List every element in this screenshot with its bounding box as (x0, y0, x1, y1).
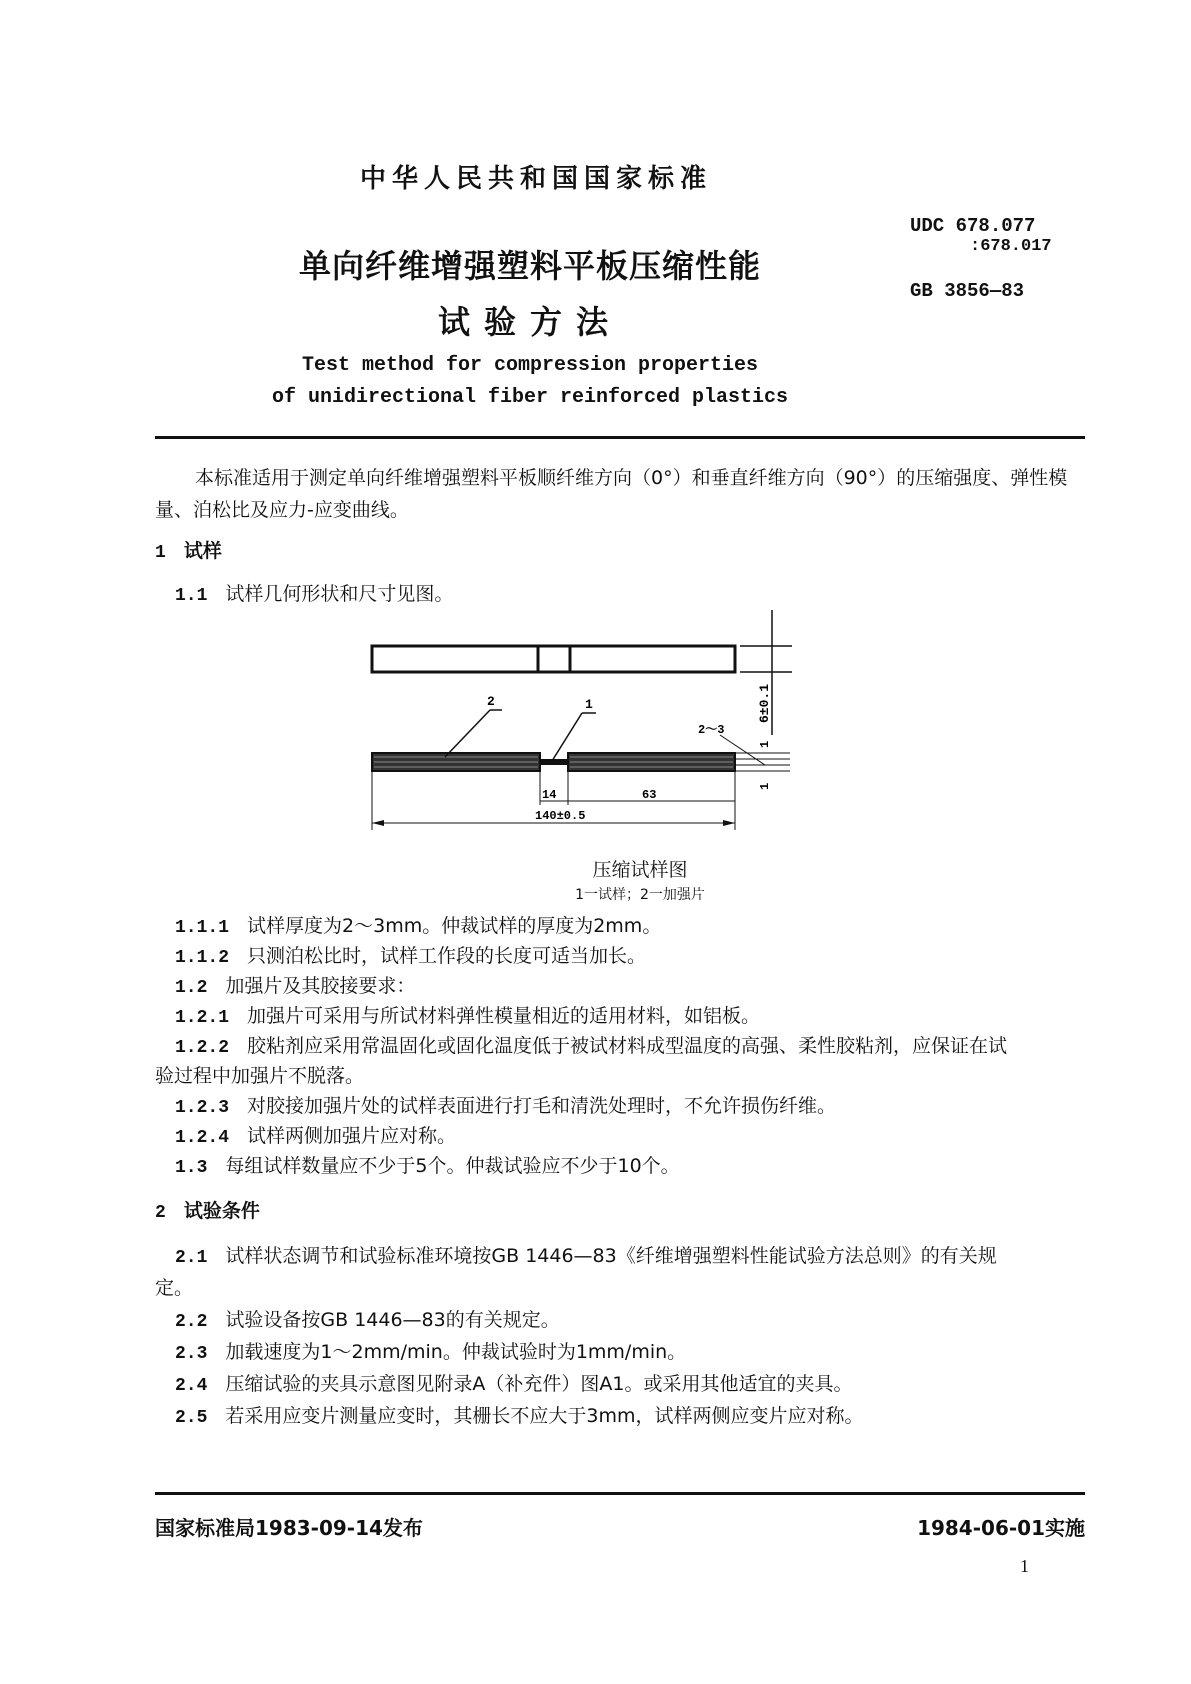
clause-num: 2.1 (175, 1248, 208, 1268)
national-standard-heading: 中华人民共和国国家标准 (360, 164, 713, 194)
clause-text: 对胶接加强片处的试样表面进行打毛和清洗处理时，不允许损伤纤维。 (247, 1095, 837, 1117)
dim-1-top: 1 (758, 740, 772, 748)
clause-num: 1.1.1 (175, 918, 230, 938)
clause-1-2-2 (155, 1030, 1085, 1064)
figure-caption: 压缩试样图 (592, 859, 688, 881)
clause-1-2-2-cont: 验过程中加强片不脱落。 (155, 1065, 365, 1087)
clause-text: 若采用应变片测量应变时，其栅长不应大于3mm，试样两侧应变片应对称。 (225, 1405, 864, 1427)
dim-thickness-label: 2～3 (698, 723, 725, 737)
clause-text: 压缩试验的夹具示意图见附录A（补充件）图A1。或采用其他适宜的夹具。 (225, 1373, 853, 1395)
clause-num: 1.2.2 (175, 1038, 230, 1058)
title-zh (250, 238, 810, 350)
header-rule (155, 436, 1085, 439)
clause-num: 1.2.4 (175, 1128, 230, 1148)
clause-1-1-1 (155, 910, 1085, 944)
clause-text: 加载速度为1～2mm/min。仲裁试验时为1mm/min。 (225, 1341, 687, 1363)
dim-14: 14 (542, 788, 557, 802)
clause-1-3 (155, 1150, 1085, 1184)
clause-2-5 (155, 1400, 1085, 1434)
clause-2-1-cont: 定。 (155, 1277, 194, 1299)
udc-line (910, 215, 1052, 237)
footer-rule (155, 1492, 1085, 1495)
dim-height-label: 6±0.1 (757, 683, 772, 723)
specimen-top-view (372, 646, 735, 672)
clause-1-2 (155, 970, 1085, 1004)
specimen-figure (360, 605, 830, 855)
section-1-heading (155, 535, 1085, 569)
specimen-gauge-section (540, 759, 568, 765)
clause-num: 1.2 (175, 978, 208, 998)
clause-text: 加强片及其胶接要求： (225, 975, 416, 997)
clause-num: 1.2.1 (175, 1008, 230, 1028)
figure-legend: 1一试样；2一加强片 (575, 887, 705, 903)
clause-num: 2.4 (175, 1376, 208, 1396)
intro-paragraph: 本标准适用于测定单向纤维增强塑料平板顺纤维方向（0°）和垂直纤维方向（90°）的压缩强度、弹性模量、泊松比及应力-应变曲线。 (155, 467, 1068, 521)
dim-63: 63 (642, 788, 657, 802)
clause-2-3 (155, 1336, 1085, 1370)
clause-num: 2.3 (175, 1344, 208, 1364)
clause-2-1 (155, 1240, 1085, 1274)
title-en (250, 350, 810, 414)
clause-num: 2.2 (175, 1312, 208, 1332)
clause-num: 2.5 (175, 1408, 208, 1428)
clause-num: 1.2.3 (175, 1098, 230, 1118)
title-en-line-2: of unidirectional fiber reinforced plastics (271, 386, 789, 409)
clause-2-2 (155, 1304, 1085, 1338)
udc-code-2: :678.017 (970, 237, 1052, 256)
title-en-line-1: Test method for compression properties (301, 354, 759, 377)
clause-text: 试样厚度为2～3mm。仲裁试样的厚度为2mm。 (247, 915, 662, 937)
clause-text: 试样状态调节和试验标准环境按GB 1446—83《纤维增强塑料性能试验方法总则》的有关规 (225, 1245, 997, 1267)
gb-number: GB 3856—83 (910, 280, 1025, 302)
section-2-title: 试验条件 (183, 1200, 260, 1222)
callout-2: 2 (487, 694, 495, 709)
clause-1-2-1 (155, 1000, 1085, 1034)
effective-date: 1984-06-01实施 (917, 1516, 1085, 1540)
udc-code-1: 678.077 (955, 215, 1036, 237)
dim-140: 140±0.5 (535, 809, 586, 823)
clause-text: 加强片可采用与所试材料弹性模量相近的适用材料，如铝板。 (247, 1005, 761, 1027)
callout-1: 1 (585, 697, 593, 712)
title-zh-line-2: 试验方法 (437, 303, 622, 341)
clause-text: 胶粘剂应采用常温固化或固化温度低于被试材料成型温度的高强、柔性胶粘剂，应保证在试 (247, 1035, 1008, 1057)
udc-label: UDC (910, 215, 945, 237)
clause-num: 1.1.2 (175, 948, 230, 968)
clause-1-1-2 (155, 940, 1085, 974)
title-zh-line-1: 单向纤维增强塑料平板压缩性能 (298, 247, 761, 285)
section-1-num: 1 (155, 543, 166, 563)
clause-2-4 (155, 1368, 1085, 1402)
section-2-num: 2 (155, 1203, 166, 1223)
clause-text: 每组试样数量应不少于5个。仲裁试验应不少于10个。 (225, 1155, 680, 1177)
clause-1-2-3 (155, 1090, 1085, 1124)
page-number: 1 (1020, 1556, 1029, 1576)
dim-1-bottom: 1 (758, 782, 772, 790)
clause-num: 1.3 (175, 1158, 208, 1178)
clause-text: 试样两侧加强片应对称。 (247, 1125, 457, 1147)
clause-text: 试验设备按GB 1446—83的有关规定。 (225, 1309, 560, 1331)
issue-date: 国家标准局1983-09-14发布 (155, 1516, 423, 1540)
section-1-title: 试样 (183, 540, 222, 562)
clause-num: 1.1 (175, 586, 208, 606)
clause-text: 只测泊松比时，试样工作段的长度可适当加长。 (247, 945, 647, 967)
udc-block (910, 215, 1052, 256)
clause-1-2-4 (155, 1120, 1085, 1154)
clause-text: 试样几何形状和尺寸见图。 (225, 583, 454, 605)
section-2-heading (155, 1195, 1085, 1229)
